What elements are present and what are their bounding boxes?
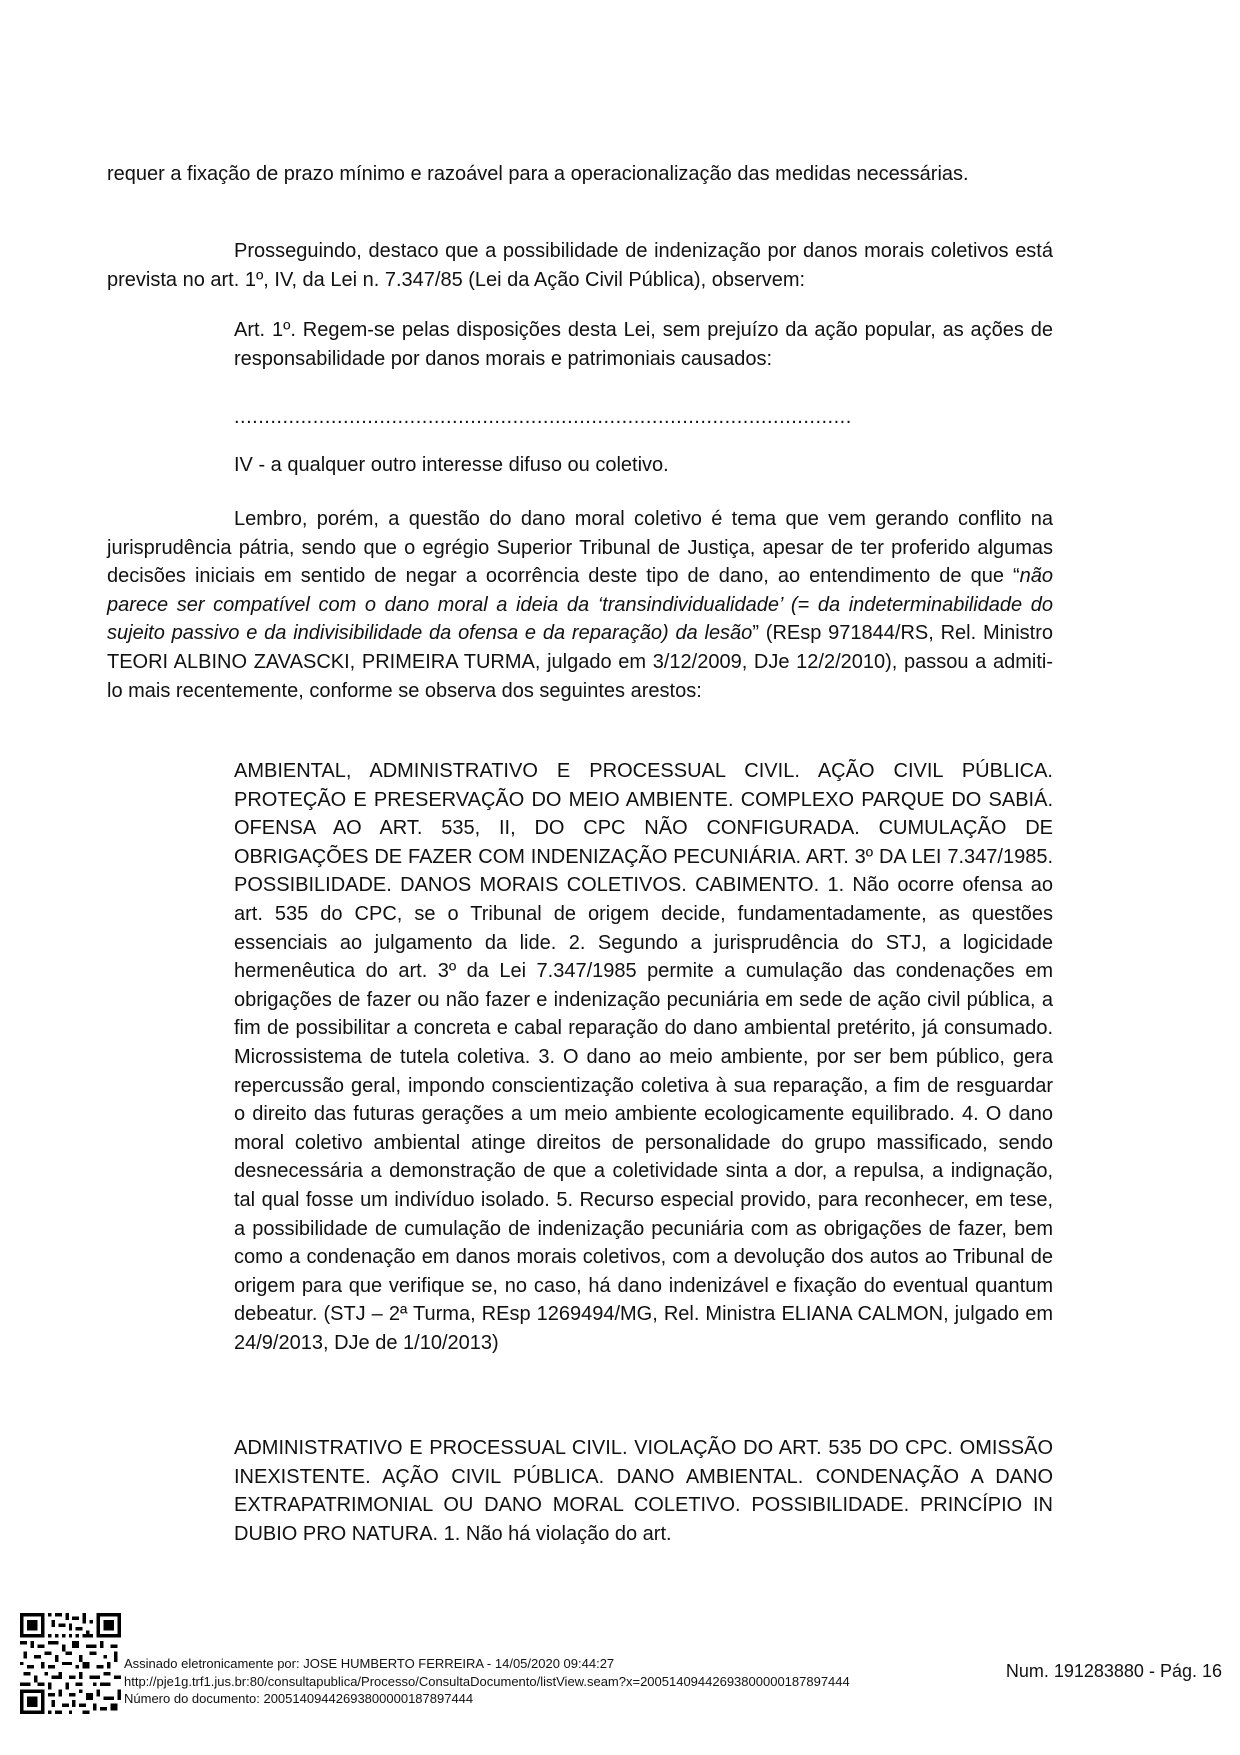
paragraph-lembro-part1: Lembro, porém, a questão do dano moral coletivo é tema que vem gerando conflito na jurisprudência pátria, sendo que o egrégio Superior Tribunal de Justiça, apesar de ter proferido algumas decisões iniciais em sentido de negar a ocorrência deste tipo de dano, ao entendimento de que “ [107,508,1053,588]
citation-administrativo: ADMINISTRATIVO E PROCESSUAL CIVIL. VIOLAÇÃO DO ART. 535 DO CPC. OMISSÃO INEXISTENTE. AÇÃO CIVIL PÚBLICA. DANO AMBIENTAL. CONDENAÇÃO A DANO EXTRAPATRIMONIAL OU DANO MORAL COLETIVO. POSSIBILIDADE. PRINCÍPIO IN DUBIO PRO NATURA. 1. Não há violação do art. [234,1437,1053,1545]
document-url[interactable]: http://pje1g.trf1.jus.br:80/consultapublica/Processo/ConsultaDocumento/listView.seam?x=20051409442693800000187897444 [124,1673,850,1689]
paragraph-lembro-italic-quote: não parece ser compatível com o dano moral a ideia da ‘transindividualidade’ (= da indeterminabilidade do sujeito passivo e da indivisibilidade da ofensa e da reparação) da lesão [107,565,1053,645]
signed-by-line: Assinado eletronicamente por: JOSE HUMBERTO FERREIRA - 14/05/2020 09:44:27 [124,1656,615,1671]
paragraph-continuation: requer a fixação de prazo mínimo e razoável para a operacionalização das medidas necessárias. [107,163,969,185]
quote-art-1: Art. 1º. Regem-se pelas disposições desta Lei, sem prejuízo da ação popular, as ações de responsabilidade por danos morais e patrimoniais causados: [234,319,1053,370]
qr-code-icon [20,1613,121,1714]
paragraph-lembro-part2: ” (REsp 971844/RS, Rel. Ministro TEORI ALBINO ZAVASCKI, PRIMEIRA TURMA, julgado em 3/12/2009, DJe 12/2/2010), passou a admiti-lo mais recentemente, conforme se observa dos seguintes arestos: [107,622,1053,702]
document-number-line: Número do documento: 20051409442693800000187897444 [124,1691,474,1706]
quote-ellipsis: ...................................................................................................... [234,406,852,428]
paragraph-prosseguindo: Prosseguindo, destaco que a possibilidade de indenização por danos morais coletivos está prevista no art. 1º, IV, da Lei n. 7.347/85 (Lei da Ação Civil Pública), observem: [107,240,1053,291]
quote-inciso-iv: IV - a qualquer outro interesse difuso ou coletivo. [234,454,669,476]
signature-info [124,1655,944,1708]
page-number-label: Num. 191283880 - Pág. 16 [1005,1661,1222,1681]
citation-resp-1269494: AMBIENTAL, ADMINISTRATIVO E PROCESSUAL CIVIL. AÇÃO CIVIL PÚBLICA. PROTEÇÃO E PRESERVAÇÃO DO MEIO AMBIENTE. COMPLEXO PARQUE DO SABIÁ. OFENSA AO ART. 535, II, DO CPC NÃO CONFIGURADA. CUMULAÇÃO DE OBRIGAÇÕES DE FAZER COM INDENIZAÇÃO PECUNIÁRIA. ART. 3º DA LEI 7.347/1985. POSSIBILIDADE. DANOS MORAIS COLETIVOS. CABIMENTO. 1. Não ocorre ofensa ao art. 535 do CPC, se o Tribunal de origem decide, fundamentadamente, as questões essenciais ao julgamento da lide. 2. Segundo a jurisprudência do STJ, a logicidade hermenêutica do art. 3º da Lei 7.347/1985 permite a cumulação das condenações em obrigações de fazer ou não fazer e indenização pecuniária em sede de ação civil pública, a fim de possibilitar a concreta e cabal reparação do dano ambiental pretérito, já consumado. Microssistema de tutela coletiva. 3. O dano ao meio ambiente, por ser bem público, gera repercussão geral, impondo conscientização coletiva à sua reparação, a fim de resguardar o direito das futuras gerações a um meio ambiente ecologicamente equilibrado. 4. O dano moral coletivo ambiental atinge direitos de personalidade do grupo massificado, sendo desnecessária a demonstração de que a coletividade sinta a dor, a repulsa, a indignação, tal qual fosse um indivíduo isolado. 5. Recurso especial provido, para reconhecer, em tese, a possibilidade de cumulação de indenização pecuniária com as obrigações de fazer, bem como a condenação em danos morais coletivos, com a devolução dos autos ao Tribunal de origem para que verifique se, no caso, há dano indenizável e fixação do eventual quantum debeatur. (STJ – 2ª Turma, REsp 1269494/MG, Rel. Ministra ELIANA CALMON, julgado em 24/9/2013, DJe de 1/10/2013) [234,760,1053,1354]
paragraph-lembro [107,505,1053,705]
